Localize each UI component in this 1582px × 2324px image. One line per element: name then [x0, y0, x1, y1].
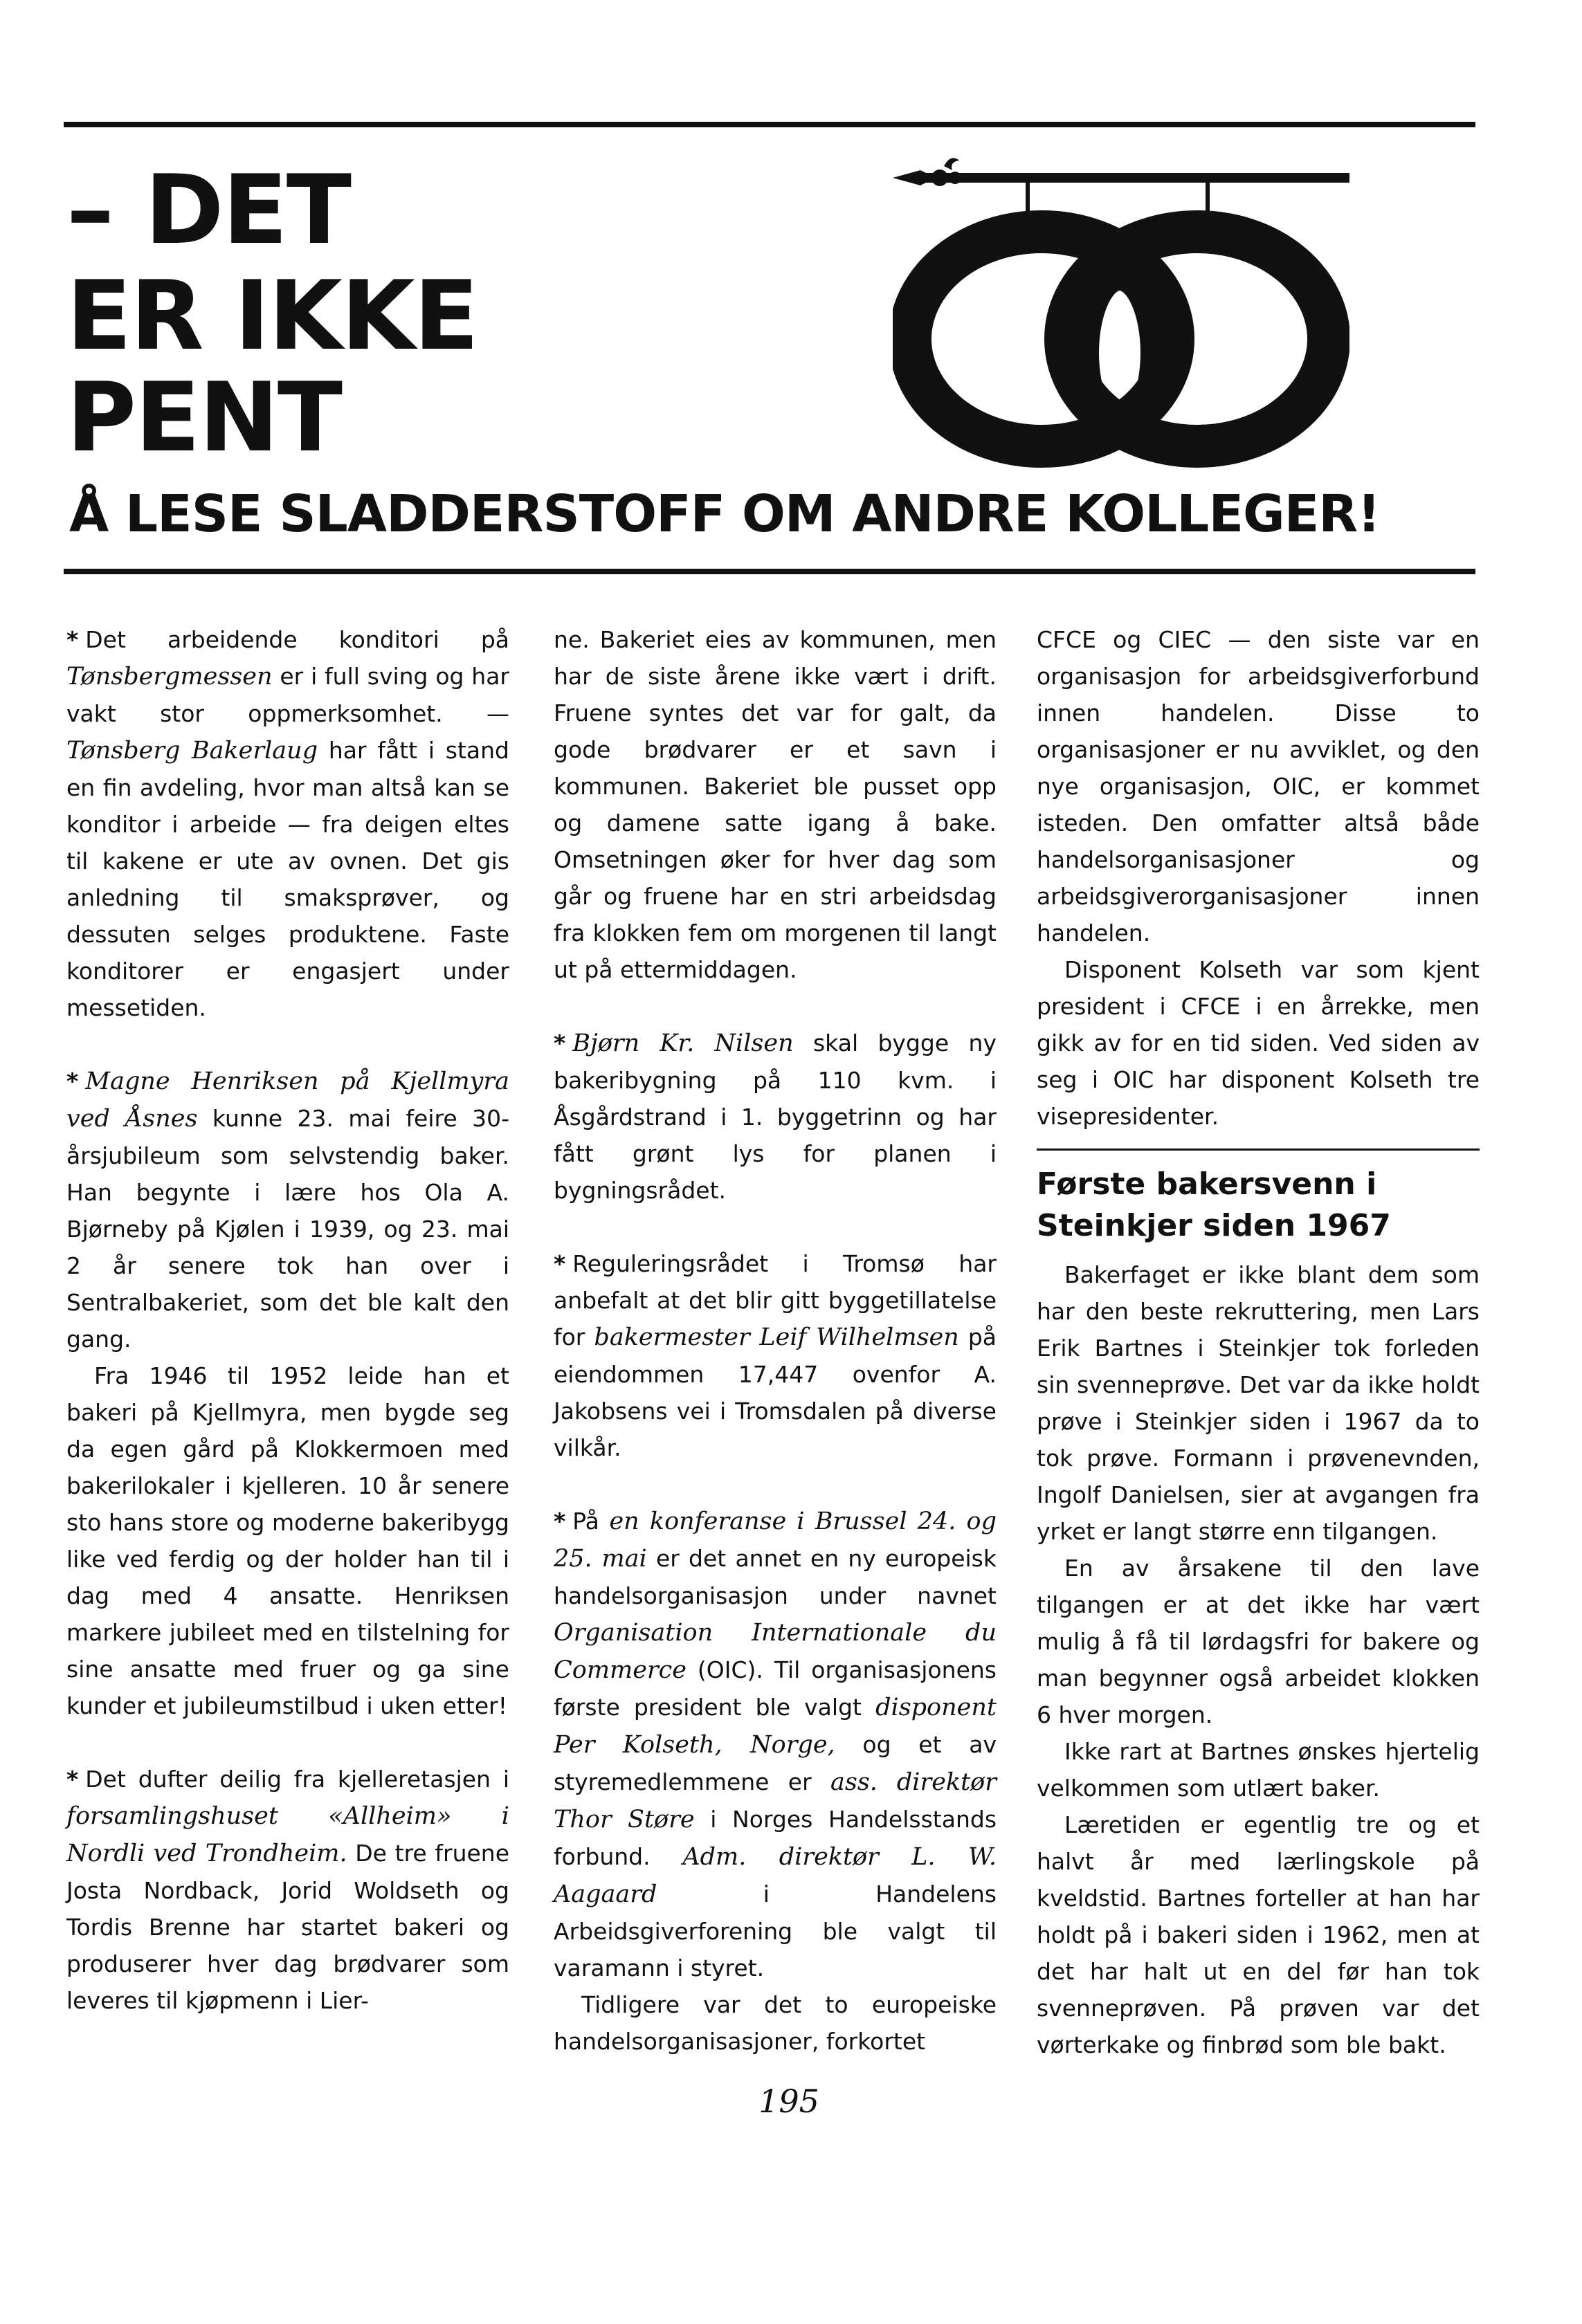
headline-line-3: PENT	[66, 362, 342, 473]
section-heading: Første bakersvenn i Steinkjer siden 1967	[1037, 1166, 1391, 1243]
text-run: har fått i stand en fin avdeling, hvor man altså kan se konditor i arbeide — fra deigen eltes til kakene er ute av ovnen. Det gis anledning til smaksprøver, og dessuten selges produktene. Faste konditorer er engasjert under messetiden.	[66, 737, 509, 1021]
subtitle: Å LESE SLADDERSTOFF OM ANDRE KOLLEGER!	[69, 484, 1381, 544]
column-3	[1037, 621, 1480, 2063]
emphasis: Bjørn Kr. Nilsen	[572, 1030, 794, 1057]
paragraph: Tidligere var det to europeiske handelsorganisasjoner, forkortet	[554, 1991, 997, 2055]
news-item	[66, 1063, 509, 1357]
bullet-star-icon: *	[554, 1030, 566, 1056]
emphasis: Tønsbergmessen	[66, 663, 273, 690]
text-run: Det dufter deilig fra kjelleretasjen i	[85, 1766, 509, 1793]
bullet-star-icon: *	[66, 1766, 79, 1793]
news-item	[66, 621, 509, 1026]
pretzel-sign-icon	[893, 145, 1349, 477]
emphasis: Organisation Internationale du Commerce	[554, 1619, 997, 1684]
bullet-star-icon: *	[554, 1250, 566, 1277]
paragraph: Bakerfaget er ikke blant dem som har den beste rekruttering, men Lars Erik Bartnes i Steinkjer tok forleden sin svenneprøve. Det var da ikke holdt prøve i Steinkjer siden i 1967 da to tok prøve. Formann i prøvenevnden, Ingolf Danielsen, sier at avgangen fra yrket er langt større enn tilgangen.	[1037, 1261, 1480, 1545]
column-1	[66, 621, 509, 2019]
emphasis: Magne Henriksen på Kjellmyra ved Åsnes	[66, 1068, 509, 1133]
text-run: er i full sving og har vakt stor oppmerksomhet. —	[66, 663, 509, 727]
news-item	[554, 1245, 997, 1466]
text-run: Det arbeidende konditori på	[85, 626, 509, 653]
text-run: På	[572, 1508, 610, 1535]
text-run: i Norges Handelsstands forbund.	[554, 1806, 997, 1870]
emphasis: Adm. direktør L. W. Aagaard	[554, 1843, 997, 1908]
news-item	[554, 1503, 997, 1986]
text-run: skal bygge ny bakeribygning på 110 kvm. i Åsgårdstrand i 1. byggetrinn og har fått grønt lys for planen i bygningsrådet.	[554, 1030, 997, 1204]
top-rule	[64, 122, 1475, 127]
news-item	[66, 1761, 509, 2019]
column-2	[554, 621, 997, 2060]
paragraph: En av årsakene til den lave tilgangen er at det ikke har vært mulig å få til lørdagsfri for bakere og man begynner også arbeidet klokken 6 hver morgen.	[1037, 1555, 1480, 1728]
bullet-star-icon: *	[554, 1508, 566, 1535]
bullet-star-icon: *	[66, 1068, 79, 1095]
text-run: (OIC). Til organisasjonens første president ble valgt	[554, 1656, 997, 1721]
text-run: på eiendommen 17,447 ovenfor A. Jakobsens vei i Tromsdalen på diverse vilkår.	[554, 1324, 997, 1461]
text-run: Reguleringsrådet i Tromsø har anbefalt at det blir gitt byggetillatelse for	[554, 1250, 997, 1351]
paragraph: ne. Bakeriet eies av kommunen, men har de siste årene ikke vært i drift. Fruene syntes det var for galt, da gode brødvarer er et savn i kommunen. Bakeriet ble pusset opp og damene satte igang å bake. Omsetningen øker for hver dag som går og fruene har en stri arbeidsdag fra klokken fem om morgenen til langt ut på ettermiddagen.	[554, 626, 997, 983]
emphasis: Tønsberg Bakerlaug	[66, 737, 318, 765]
page-number: 195	[758, 2083, 819, 2120]
emphasis: disponent Per Kolseth, Norge,	[554, 1694, 997, 1759]
paragraph: Disponent Kolseth var som kjent president i CFCE i en årrekke, men gikk av for en tid siden. Ved siden av seg i OIC har disponent Kolseth tre visepresidenter.	[1037, 956, 1480, 1130]
section-rule	[64, 569, 1475, 574]
emphasis: ass. direktør Thor Støre	[554, 1768, 997, 1833]
text-run: De tre fruene Josta Nordback, Jorid Woldseth og Tordis Brenne har startet bakeri og produserer hver dag brødvarer som leveres til kjøpmenn i Lier-	[66, 1840, 509, 2014]
headline-line-1: – DET	[66, 154, 350, 266]
emphasis: forsamlingshuset «Allheim» i Nordli ved Trondheim.	[66, 1802, 509, 1867]
paragraph: CFCE og CIEC — den siste var en organisasjon for arbeidsgiverforbund innen handelen. Disse to organisasjoner er nu avviklet, og den nye organisasjon, OIC, er kommet isteden. Den omfatter altså både handelsorganisasjoner og arbeidsgiverorganisasjoner innen handelen.	[1037, 626, 1480, 946]
emphasis: en konferanse i Brussel 24. og 25. mai	[554, 1508, 997, 1573]
paragraph: Læretiden er egentlig tre og et halvt år med lærlingskole på kveldstid. Bartnes forteller at han har holdt på i bakeri siden i 1962, men at det har halt ut en del før han tok svenneprøven. På prøven var det vørterkake og finbrød som ble bakt.	[1037, 1811, 1480, 2058]
text-run: i Handelens Arbeidsgiverforening ble valgt til varamann i styret.	[554, 1881, 997, 1982]
column-rule	[1037, 1149, 1480, 1151]
paragraph: Fra 1946 til 1952 leide han et bakeri på Kjellmyra, men bygde seg da egen gård på Klokkermoen med bakerilokaler i kjelleren. 10 år senere sto hans store og moderne bakeribygg like ved ferdig og der holder han til i dag med 4 ansatte. Henriksen markere jubileet med en tilstelning for sine ansatte med fruer og ga sine kunder et jubileumstilbud i uken etter!	[66, 1362, 509, 1719]
text-run: kunne 23. mai feire 30-årsjubileum som selvstendig baker. Han begynte i lære hos Ola A. Bjørneby på Kjølen i 1939, og 23. mai 2 år senere tok han over i Sentralbakeriet, som det ble kalt den gang.	[66, 1105, 509, 1353]
text-run: er det annet en ny europeisk handelsorganisasjon under navnet	[554, 1545, 997, 1609]
bullet-star-icon: *	[66, 626, 79, 653]
text-run: og et av styremedlemmene er	[554, 1731, 997, 1795]
news-item	[554, 1025, 997, 1209]
paragraph: Ikke rart at Bartnes ønskes hjertelig velkommen som utlært baker.	[1037, 1738, 1480, 1802]
emphasis: bakermester Leif Wilhelmsen	[594, 1324, 959, 1351]
headline-line-2: ER IKKE	[66, 260, 478, 372]
